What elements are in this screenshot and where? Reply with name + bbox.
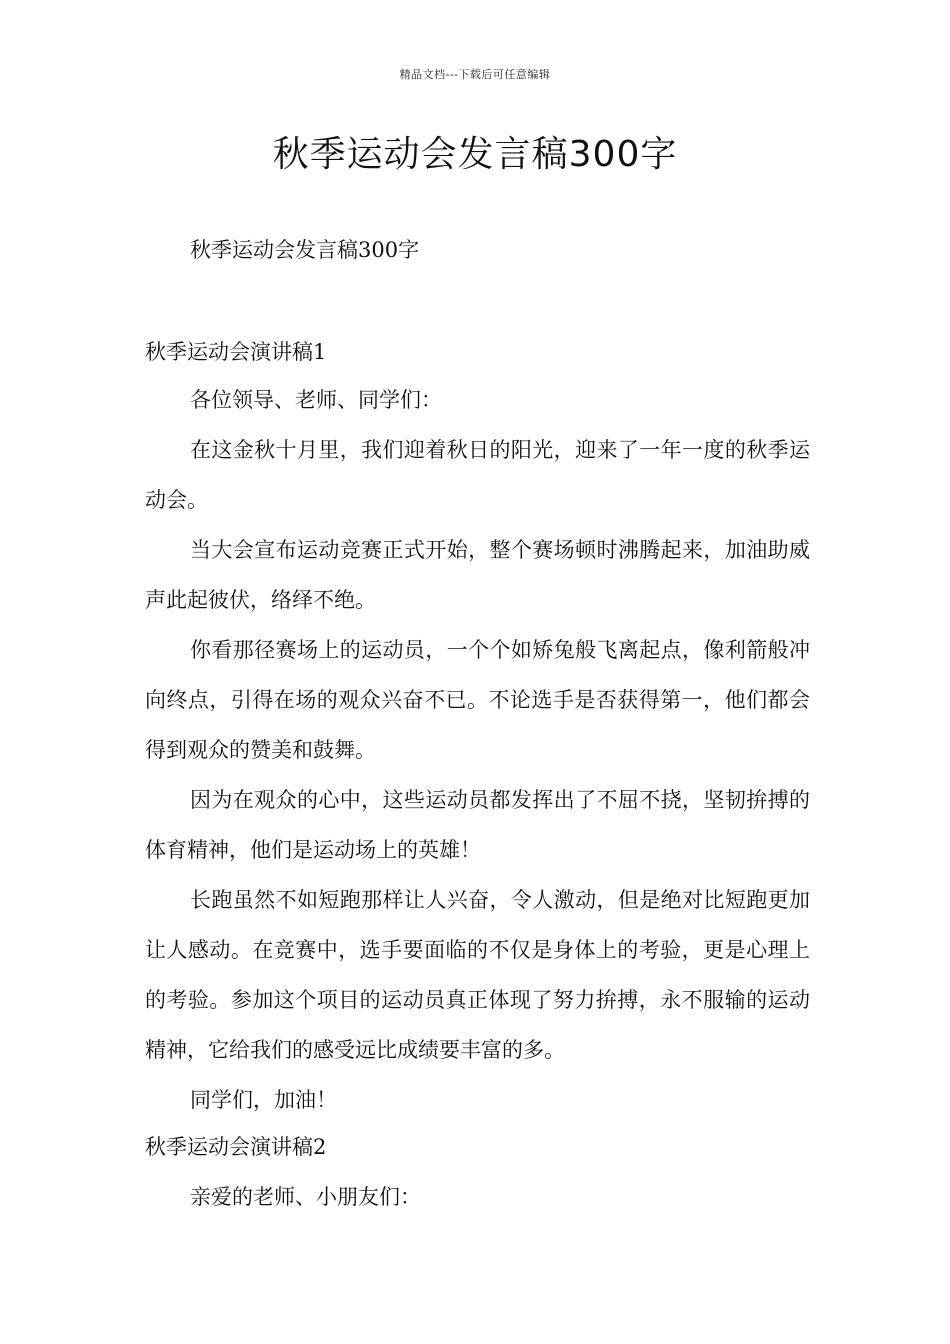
paragraph: 因为在观众的心中，这些运动员都发挥出了不屈不挠，坚韧拚搏的体育精神，他们是运动场上的英雄！ bbox=[145, 788, 810, 862]
header-note: 精品文档---下载后可任意编辑 bbox=[399, 68, 551, 81]
section-2-body bbox=[145, 1172, 810, 1222]
paragraph: 各位领导、老师、同学们： bbox=[190, 388, 442, 412]
document-title: 秋季运动会发言稿300字 bbox=[272, 134, 678, 175]
section-heading-1: 秋季运动会演讲稿1 bbox=[145, 340, 327, 364]
paragraph: 长跑虽然不如短跑那样让人兴奋，令人激动，但是绝对比短跑更加让人感动。在竞赛中，选手要面临的不仅是身体上的考验，更是心理上的考验。参加这个项目的运动员真正体现了努力拚搏，永不服输的运动精神，它给我们的感受远比成绩要丰富的多。 bbox=[145, 888, 810, 1062]
paragraph: 当大会宣布运动竞赛正式开始，整个赛场顿时沸腾起来，加油助威声此起彼伏，络绎不绝。 bbox=[145, 538, 810, 612]
section-1-body bbox=[145, 375, 810, 1125]
paragraph: 你看那径赛场上的运动员，一个个如矫兔般飞离起点，像利箭般冲向终点，引得在场的观众兴奋不已。不论选手是否获得第一，他们都会得到观众的赞美和鼓舞。 bbox=[145, 638, 810, 762]
document-subtitle: 秋季运动会发言稿300字 bbox=[190, 238, 420, 262]
paragraph: 在这金秋十月里，我们迎着秋日的阳光，迎来了一年一度的秋季运动会。 bbox=[145, 438, 810, 512]
section-heading-2: 秋季运动会演讲稿2 bbox=[145, 1135, 327, 1159]
paragraph: 亲爱的老师、小朋友们： bbox=[190, 1185, 421, 1209]
paragraph: 同学们，加油！ bbox=[190, 1088, 337, 1112]
